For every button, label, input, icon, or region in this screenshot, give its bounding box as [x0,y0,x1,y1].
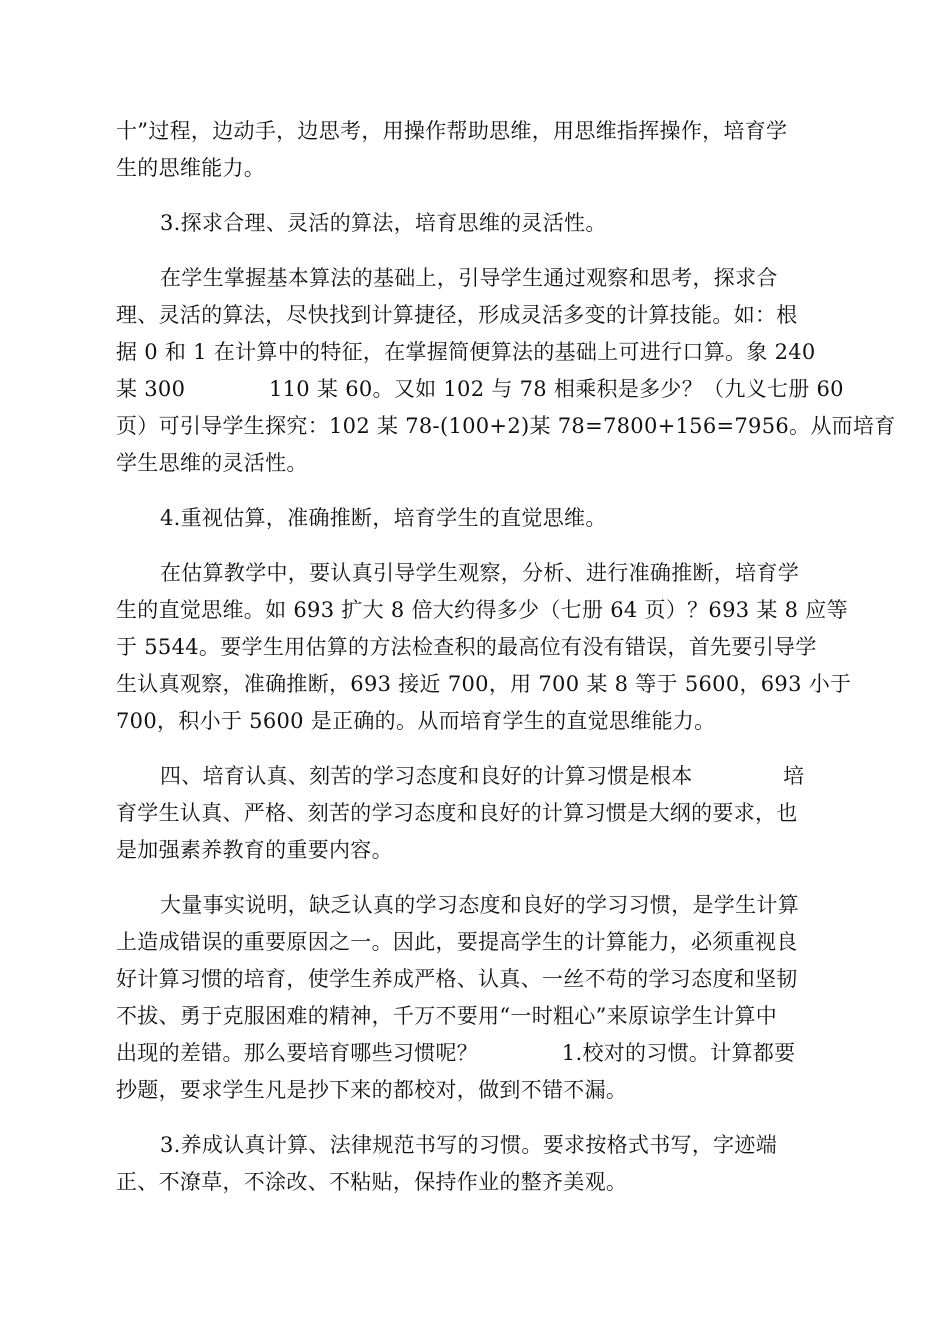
text-line: 页）可引导学生探究：102 某 78-(100+2)某 78=7800+156=7956。从而培育 [116,414,896,438]
text-line: 理、灵活的算法，尽快找到计算捷径，形成灵活多变的计算技能。如：根 [116,303,798,327]
text-line: 于 5544。要学生用估算的方法检查积的最高位有没有错误，首先要引导学 [116,635,817,659]
section-heading: 3.探求合理、灵活的算法，培育思维的灵活性。 [160,211,607,235]
text-line: 生认真观察，准确推断，693 接近 700，用 700 某 8 等于 5600，693 小于 [116,672,852,696]
text-line: 好计算习惯的培育，使学生养成严格、认真、一丝不苟的学习态度和坚韧 [116,967,798,991]
text-line: 学生思维的灵活性。 [116,451,308,475]
text-line: 某 300 110 某 60。又如 102 与 78 相乘积是多少？（九义七册 60 [116,377,844,401]
text-line: 是加强素养教育的重要内容。 [116,838,393,862]
section-heading: 3.养成认真计算、法律规范书写的习惯。要求按格式书写，字迹端 [160,1133,778,1157]
text-line: 生的直觉思维。如 693 扩大 8 倍大约得多少（七册 64 页）？693 某 8 应等 [116,598,848,622]
text-line: 不拔、勇于克服困难的精神，千万不要用“一时粗心”来原谅学生计算中 [116,1004,778,1028]
text-line: 在学生掌握基本算法的基础上，引导学生通过观察和思考，探求合 [160,266,778,290]
section-heading: 4.重视估算，准确推断，培育学生的直觉思维。 [160,506,607,530]
text-line: 抄题，要求学生凡是抄下来的都校对，做到不错不漏。 [116,1078,628,1102]
text-line: 上造成错误的重要原因之一。因此，要提高学生的计算能力，必须重视良 [116,930,798,954]
text-line: 据 0 和 1 在计算中的特征，在掌握简便算法的基础上可进行口算。象 240 [116,340,816,364]
section-heading: 四、培育认真、刻苦的学习态度和良好的计算习惯是根本 培 [160,764,805,788]
text-line: 出现的差错。那么要培育哪些习惯呢？ 1.校对的习惯。计算都要 [116,1041,796,1065]
text-line: 生的思维能力。 [116,156,266,180]
text-line: 育学生认真、严格、刻苦的学习态度和良好的计算习惯是大纲的要求，也 [116,801,798,825]
text-line: 正、不潦草，不涂改、不粘贴，保持作业的整齐美观。 [116,1170,628,1194]
text-line: 十”过程，边动手，边思考，用操作帮助思维，用思维指挥操作，培育学 [116,119,788,143]
text-line: 在估算教学中，要认真引导学生观察，分析、进行准确推断，培育学 [160,561,799,585]
text-line: 700，积小于 5600 是正确的。从而培育学生的直觉思维能力。 [116,709,716,733]
text-line: 大量事实说明，缺乏认真的学习态度和良好的学习习惯，是学生计算 [160,893,799,917]
